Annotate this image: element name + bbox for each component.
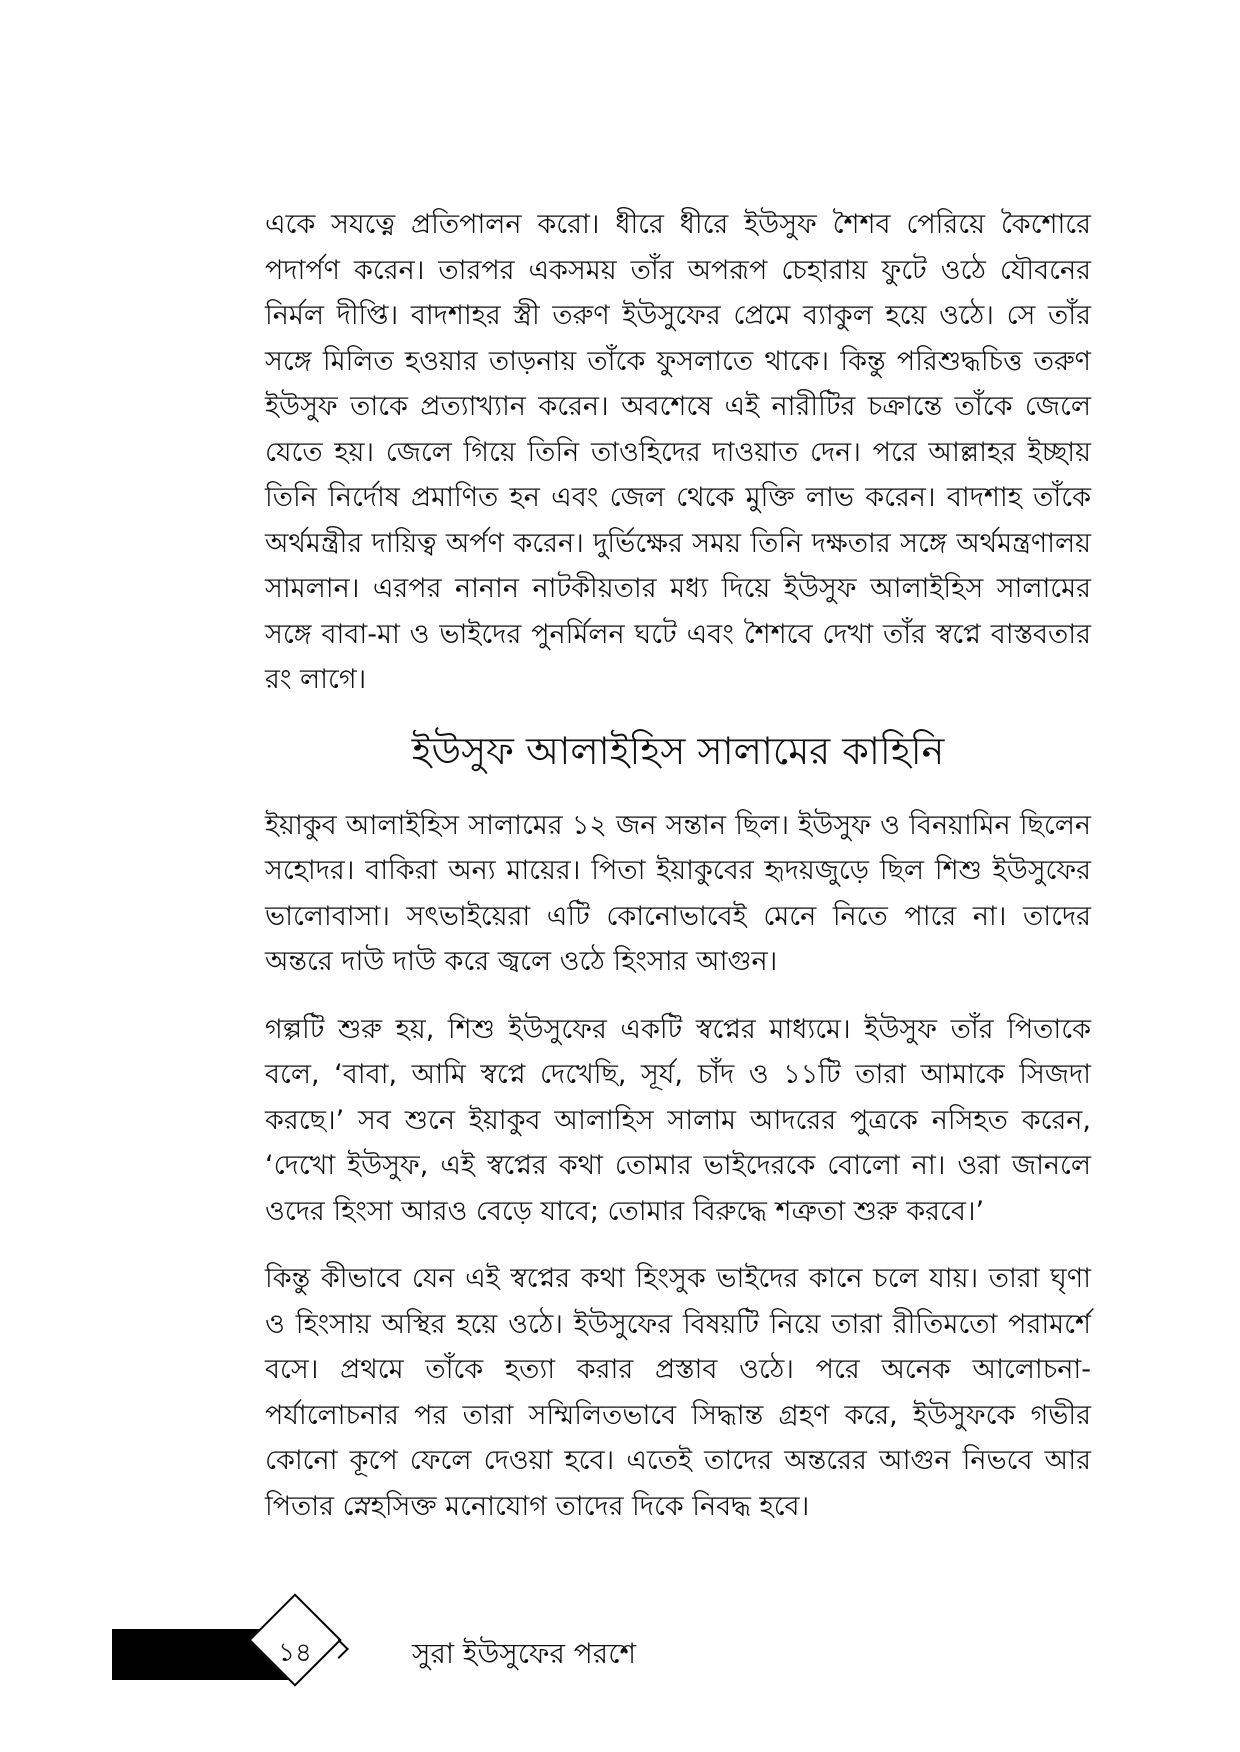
page-number: ১৪ <box>278 1638 312 1668</box>
body-paragraph: একে সযত্নে প্রতিপালন করো। ধীরে ধীরে ইউসুফ শৈশব পেরিয়ে কৈশোরে পদার্পণ করেন। তারপর একসময় তাঁর অপরূপ চেহারায় ফুটে ওঠে যৌবনের নির্মল দীপ্তি। বাদশাহর স্ত্রী তরুণ ইউসুফের প্রেমে ব্যাকুল হয়ে ওঠে। সে তাঁর সঙ্গে মিলিত হওয়ার তাড়নায় তাঁকে ফুসলাতে থাকে। কিন্তু পরিশুদ্ধচিত্ত তরুণ ইউসুফ তাকে প্রত্যাখ্যান করেন। অবশেষে এই নারীটির চক্রান্তে তাঁকে জেলে যেতে হয়। জেলে গিয়ে তিনি তাওহিদের দাওয়াত দেন। পরে আল্লাহর ইচ্ছায় তিনি নির্দোষ প্রমাণিত হন এবং জেল থেকে মুক্তি লাভ করেন। বাদশাহ তাঁকে অর্থমন্ত্রীর দায়িত্ব অর্পণ করেন। দুর্ভিক্ষের সময় তিনি দক্ষতার সঙ্গে অর্থমন্ত্রণালয় সামলান। এরপর নানান নাটকীয়তার মধ্য দিয়ে ইউসুফ আলাইহিস সালামের সঙ্গে বাবা-মা ও ভাইদের পুনর্মিলন ঘটে এবং শৈশবে দেখা তাঁর স্বপ্নে বাস্তবতার রং লাগে। <box>265 209 1091 695</box>
body-paragraph: কিন্তু কীভাবে যেন এই স্বপ্নের কথা হিংসুক ভাইদের কানে চলে যায়। তারা ঘৃণা ও হিংসায় অস্থির হয়ে ওঠে। ইউসুফের বিষয়টি নিয়ে তারা রীতিমতো পরামর্শে বসে। প্রথমে তাঁকে হত্যা করার প্রস্তাব ওঠে। পরে অনেক আলোচনা-পর্যালোচনার পর তারা সম্মিলিতভাবে সিদ্ধান্ত গ্রহণ করে, ইউসুফকে গভীর কোনো কূপে ফেলে দেওয়া হবে। এতেই তাদের অন্তরের আগুন নিভবে আর পিতার স্নেহসিক্ত মনোযোগ তাদের দিকে নিবদ্ধ হবে। <box>265 1263 1091 1522</box>
running-title: সুরা ইউসুফের পরশে <box>412 1637 637 1670</box>
body-paragraph: ইয়াকুব আলাইহিস সালামের ১২ জন সন্তান ছিল। ইউসুফ ও বিনয়ামিন ছিলেন সহোদর। বাকিরা অন্য মায়ের। পিতা ইয়াকুবের হৃদয়জুড়ে ছিল শিশু ইউসুফের ভালোবাসা। সৎভাইয়েরা এটি কোনোভাবেই মেনে নিতে পারে না। তাদের অন্তরে দাউ দাউ করে জ্বলে ওঠে হিংসার আগুন। <box>265 809 1091 977</box>
page-footer <box>0 1606 1240 1706</box>
body-paragraph: গল্পটি শুরু হয়, শিশু ইউসুফের একটি স্বপ্নের মাধ্যমে। ইউসুফ তাঁর পিতাকে বলে, ‘বাবা, আমি স্বপ্নে দেখেছি, সূর্য, চাঁদ ও ১১টি তারা আমাকে সিজদা করছে।’ সব শুনে ইয়াকুব আলাহিস সালাম আদরের পুত্রকে নসিহত করেন, ‘দেখো ইউসুফ, এই স্বপ্নের কথা তোমার ভাইদেরকে বোলো না। ওরা জানলে ওদের হিংসা আরও বেড়ে যাবে; তোমার বিরুদ্ধে শত্রুতা শুরু করবে।’ <box>265 1013 1091 1227</box>
section-heading: ইউসুফ আলাইহিস সালামের কাহিনি <box>411 728 945 773</box>
page-content <box>265 202 1091 1529</box>
